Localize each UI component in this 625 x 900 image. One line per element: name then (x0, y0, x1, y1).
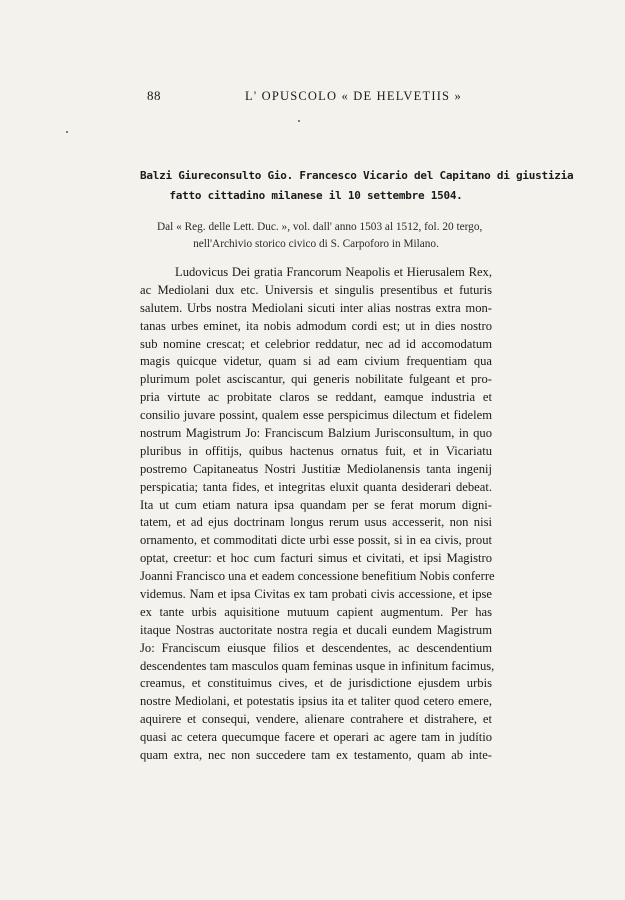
source-note-line: Dal « Reg. delle Lett. Duc. », vol. dall' anno 1503 al 1512, fol. 20 tergo, (157, 221, 483, 233)
body-text (140, 264, 495, 765)
body-line: quam extra, nec non succedere tam ex testamento, quam ab inte- (140, 748, 492, 763)
body-line: consilio juvare possint, qualem esse perspicimus dilectum et fidelem (140, 408, 492, 423)
body-line: nostre Mediolani, et potestatis ipsius ita et taliter quod cetero emere, (140, 694, 492, 709)
body-line: sub nomine crescat; et celebrior reddatur, nec ad id accomodatum (140, 336, 492, 351)
body-line: nostrum Magistrum Jo: Franciscum Balzium Jurisconsultum, in quo (140, 426, 492, 441)
scan-speck (66, 131, 68, 133)
title-line: fatto cittadino milanese il 10 settembre 1504. (169, 189, 463, 202)
body-line: pluribus in offitijs, quibus hactenus ornatus fuit, et in Vicariatu (140, 443, 492, 458)
body-line: plurimum polet asciscantur, qui generis nobilitate fulgeant et pro- (140, 372, 492, 387)
body-line: creamus, et constituimus cives, et de jurisdictione ejusdem urbis (140, 676, 492, 691)
body-line: ac Mediolani dux etc. Universis et singulis presentibus et futuris (140, 282, 492, 297)
body-line: ornamento, et commoditati dicte urbi esse possit, si in ea civis, prout (140, 533, 492, 548)
scan-speck (298, 120, 300, 122)
body-line: Ita ut cum etiam natura ipsa quandam per se ferat morum digni- (140, 497, 492, 512)
source-note (140, 219, 492, 253)
body-line: ex tante urbis aquisitione mutuum capient augmentum. Per has (140, 604, 492, 619)
body-line: descendentes tam masculos quam feminas usque in infinitum facimus, (140, 658, 495, 673)
body-line: perspicatia; tanta fides, et integritas eluxit quanta desiderari debeat. (140, 479, 492, 494)
body-line: postremo Capitaneatus Nostri Justitiæ Mediolanensis tanta ingenij (140, 461, 492, 476)
body-line: Ludovicus Dei gratia Francorum Neapolis et Hierusalem Rex, (175, 265, 492, 279)
body-line: videmus. Nam et ipsa Civitas ex tam probati civis accessione, et ipse (140, 587, 492, 602)
running-head: L' OPUSCOLO « DE HELVETIIS » (245, 89, 462, 103)
body-line: magis quicque videtur, quam si ad eam civium frequentiam qua (140, 354, 492, 369)
body-line: Joanni Francisco una et eadem concessione benefitium Nobis conferre (140, 569, 495, 584)
document-title (140, 166, 574, 206)
page-number: 88 (147, 88, 161, 103)
source-note-line: nell'Archivio storico civico di S. Carpoforo in Milano. (193, 238, 439, 250)
body-line: pria virtute ac probitate claros se reddant, eamque industria et (140, 390, 492, 405)
body-line: tatem, et ad ejus doctrinam longus rerum usus accesserit, non nisi (140, 515, 492, 530)
body-line: quasi ac cetera quecumque facere et operari ac agere tam in judítio (140, 730, 492, 745)
body-line: optat, creetur: et hoc cum facturi simus et civitati, et ipsi Magistro (140, 551, 492, 566)
title-line: Balzi Giureconsulto Gio. Francesco Vicario del Capitano di giustizia (140, 169, 574, 182)
body-line: salutem. Urbs nostra Mediolani sicuti inter alias nostras extra mon- (140, 300, 492, 315)
body-line: itaque Nostras auctoritate nostra regia et ducali eundem Magistrum (140, 622, 492, 637)
body-line: Jo: Franciscum eiusque filios et descendentes, ac descendentium (140, 640, 492, 655)
body-line: aquirere et consequi, vendere, alienare contrahere et distrahere, et (140, 712, 492, 727)
body-line: tanas urbes eminet, ita nobis admodum cordi est; ut in dies nostro (140, 318, 492, 333)
